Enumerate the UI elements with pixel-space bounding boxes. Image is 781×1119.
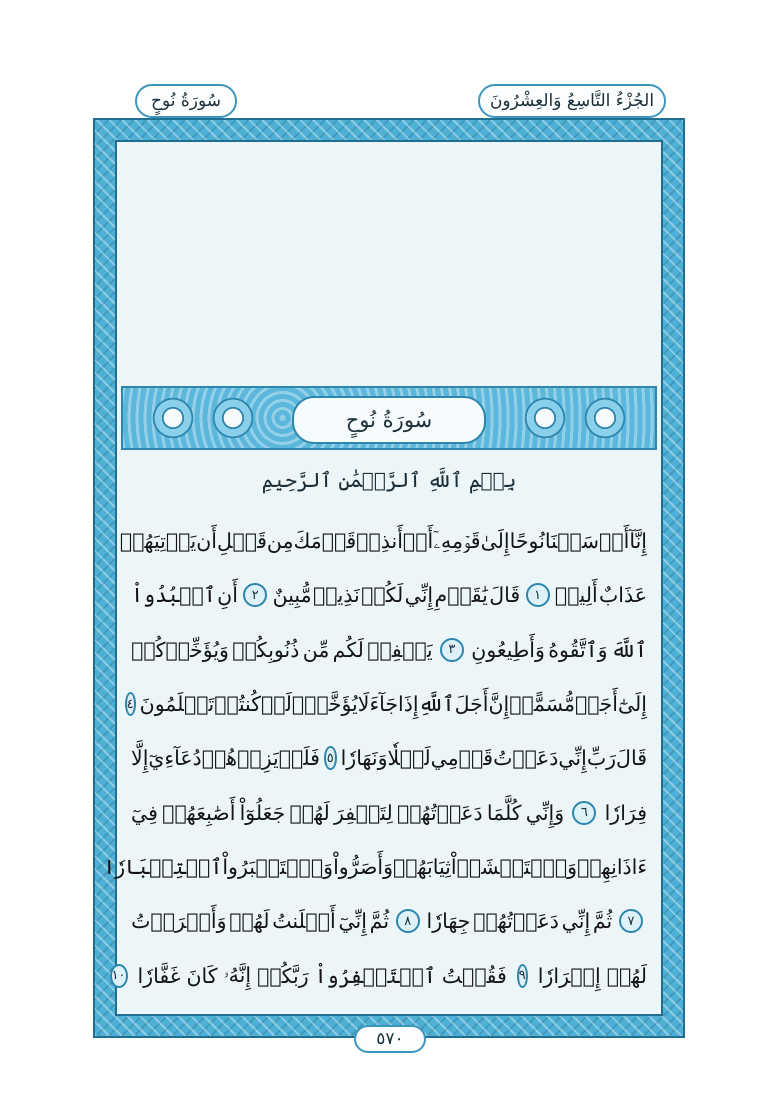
surah-title: سُورَةُ نُوحٍ xyxy=(292,396,486,444)
word: لَيۡلٗا xyxy=(387,746,431,771)
ayah-number-marker: ٢ xyxy=(243,583,267,607)
word: وَٱسۡتَكۡبَرُواْ xyxy=(222,854,334,879)
word: مُّبِينٌ xyxy=(272,583,312,608)
word: ذُنُوبِكُمۡ xyxy=(232,637,300,662)
word: رَبِّ xyxy=(586,746,617,771)
ayah-number-marker: ٥ xyxy=(324,746,337,770)
ayah-line xyxy=(111,948,647,1002)
word: ءَاذَانِهِمۡ xyxy=(577,854,647,879)
word: وَأَسۡرَرۡتُ xyxy=(131,909,227,934)
word: مِن xyxy=(266,529,294,554)
ornament-icon xyxy=(151,397,195,439)
ayah-line xyxy=(131,785,647,839)
word: أَجَلٖ xyxy=(574,692,618,717)
word: جَآءَ xyxy=(369,692,398,717)
word: قَوۡمِهِۦٓ xyxy=(433,528,481,553)
word: إِنَّهُۥ xyxy=(223,963,252,988)
word: يَزِدۡهُمۡ xyxy=(201,746,279,771)
ayah-lines xyxy=(103,514,647,1003)
word: يَأۡتِيَهُمۡ xyxy=(119,529,197,554)
word: ٱسۡتَغۡفِرُواْ xyxy=(314,963,436,988)
word: وَٱتَّقُوهُ xyxy=(548,637,608,662)
word: إِنَّآ xyxy=(629,529,647,554)
word: ٱسۡتِكۡبَارٗا xyxy=(103,854,223,879)
word: إِلَّا xyxy=(131,746,149,771)
word: ٱعۡبُدُواْ xyxy=(131,583,216,608)
word: ٱللَّهِ xyxy=(418,692,455,717)
basmala: بِسۡمِ ٱللَّهِ ٱلرَّحۡمَٰنِ ٱلرَّحِيمِ xyxy=(261,468,517,492)
word: أَصَٰبِعَهُمۡ xyxy=(162,800,236,825)
word: دَعَوۡتُهُمۡ xyxy=(473,909,559,934)
word: فَقُلۡتُ xyxy=(441,963,507,988)
word: يَغۡفِرۡ xyxy=(367,637,433,662)
word: ثِيَابَهُمۡ xyxy=(392,854,451,879)
blank-area xyxy=(117,142,661,380)
ornamental-frame xyxy=(93,118,685,1038)
word: دَعَوۡتُهُمۡ xyxy=(396,800,483,825)
word: لَا xyxy=(357,692,370,717)
word: ثُمَّ xyxy=(369,909,390,934)
ornament-icon xyxy=(211,397,255,439)
word: يَٰقَوۡمِ xyxy=(434,583,488,608)
ornament-icon xyxy=(523,397,567,439)
word: مِّن xyxy=(302,637,330,662)
word: إِنِّي xyxy=(558,746,587,771)
word: فَلَمۡ xyxy=(278,746,320,771)
word: لَكُم xyxy=(332,637,364,662)
word: قَوۡمَكَ xyxy=(293,529,357,554)
word: أَن xyxy=(196,529,217,554)
word: رَبَّكُمۡ xyxy=(257,963,309,988)
ayah-line xyxy=(131,568,647,622)
page-number: ٥٧٠ xyxy=(354,1025,426,1053)
word: وَأَصَرُّواْ xyxy=(333,854,393,879)
ayah-line xyxy=(103,840,647,894)
ayah-number-marker: ٤ xyxy=(125,692,136,716)
word: أَنذِرۡ xyxy=(356,529,403,554)
word: كُلَّمَا xyxy=(486,800,522,825)
word: إِنِّيٓ xyxy=(338,909,367,934)
word: أَنۡ xyxy=(402,529,434,554)
ayah-number-marker: ٣ xyxy=(440,638,464,662)
ayah-number-marker: ١٠ xyxy=(110,964,128,988)
juz-label: الجُزْءُ التَّاسِعُ وَالعِشْرُونَ xyxy=(478,84,666,118)
word: وَٱسۡتَغۡشَوۡاْ xyxy=(450,854,578,879)
word: لَوۡ xyxy=(261,692,292,717)
word: يُؤَخَّرُۚ xyxy=(291,692,358,717)
word: كُنتُمۡ xyxy=(214,692,261,717)
ayah-line xyxy=(119,514,647,568)
word: دُعَآءِيٓ xyxy=(148,746,202,771)
word: جِهَارٗا xyxy=(426,909,471,934)
word: قَالَ xyxy=(489,583,521,608)
word: تَعۡلَمُونَ xyxy=(139,692,215,717)
ayah-number-marker: ٧ xyxy=(619,909,643,933)
ayah-line xyxy=(131,623,647,677)
word: أَرۡسَلۡنَا xyxy=(544,529,630,554)
word: لَهُمۡ xyxy=(229,909,270,934)
word: أَعۡلَنتُ xyxy=(272,909,336,934)
word: إِنِّي xyxy=(404,583,434,608)
word: إِنَّ xyxy=(488,692,510,717)
word: جَعَلُوٓاْ xyxy=(239,800,286,825)
word: إِلَىٰٓ xyxy=(617,692,647,717)
ayah-line xyxy=(126,677,647,731)
word: وَيُؤَخِّرۡكُمۡ xyxy=(131,637,229,662)
page-body xyxy=(103,140,663,1016)
ayah-number-marker: ١ xyxy=(526,583,550,607)
word: إِذَا xyxy=(398,692,419,717)
surah-title-band xyxy=(121,386,657,450)
word: وَإِنِّي xyxy=(525,800,565,825)
word: لَكُمۡ xyxy=(361,583,404,608)
ayah-number-marker: ٩ xyxy=(517,964,528,988)
word: ثُمَّ xyxy=(592,909,613,934)
word: كَانَ xyxy=(186,963,218,988)
word: ٱللَّهَ xyxy=(610,637,647,662)
word: وَنَهَارٗا xyxy=(340,746,388,771)
word: لَهُمۡ xyxy=(606,963,647,988)
word: عَذَابٌ xyxy=(599,583,647,608)
word: أَجَلَ xyxy=(454,692,489,717)
word: مُّسَمًّىۚ xyxy=(509,692,575,717)
word: فِيٓ xyxy=(131,800,158,825)
ayah-number-marker: ٨ xyxy=(396,909,420,933)
word: إِلَىٰ xyxy=(480,529,510,554)
word: إِسۡرَارٗا xyxy=(537,963,601,988)
word: قَالَ xyxy=(616,746,647,771)
word: أَلِيمٞ xyxy=(554,583,598,608)
word: نُوحًا xyxy=(509,529,545,554)
word: إِنِّي xyxy=(561,909,591,934)
surah-header-label: سُورَةُ نُوحٍ xyxy=(135,84,237,118)
ornament-icon xyxy=(583,397,627,439)
word: دَعَوۡتُ xyxy=(493,746,559,771)
ayah-line xyxy=(131,894,647,948)
word: فِرَارٗا xyxy=(604,800,647,825)
ayah-number-marker: ٦ xyxy=(572,801,596,825)
ayah-line xyxy=(131,731,647,785)
word: قَبۡلِ xyxy=(216,529,267,554)
word: أَنِ xyxy=(217,583,238,608)
word: غَفَّارٗا xyxy=(137,963,181,988)
word: لَهُمۡ xyxy=(289,800,330,825)
word: لِتَغۡفِرَ xyxy=(334,800,393,825)
word: وَأَطِيعُونِ xyxy=(471,637,545,662)
word: نَذِيرٞ xyxy=(312,583,360,608)
word: قَوۡمِي xyxy=(430,746,494,771)
